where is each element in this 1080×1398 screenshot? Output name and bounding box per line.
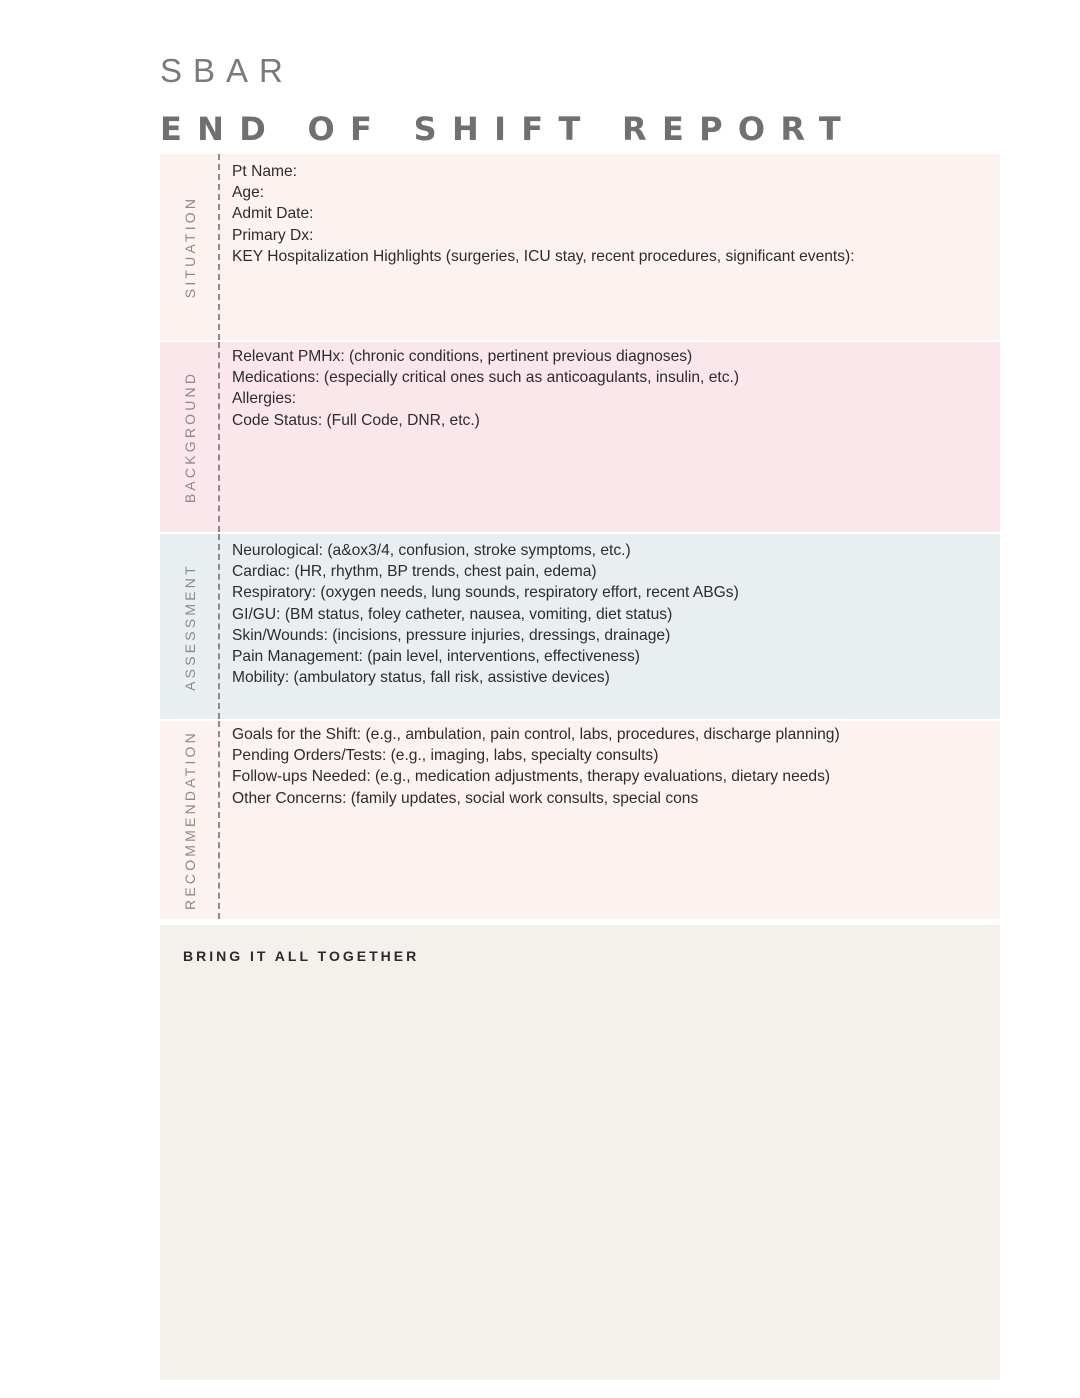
summary-box [160,925,1000,1380]
field-respiratory: Respiratory: (oxygen needs, lung sounds, respiratory effort, recent ABGs) [232,584,739,602]
assessment-label: ASSESSMENT [182,562,198,691]
recommendation-side-column [160,721,220,919]
field-gi-gu: GI/GU: (BM status, foley catheter, nausea, vomiting, diet status) [232,605,673,623]
background-side-column [160,342,220,532]
field-goals-for-shift: Goals for the Shift: (e.g., ambulation, pain control, labs, procedures, discharge planning) [232,726,840,743]
field-neurological: Neurological: (a&ox3/4, confusion, stroke symptoms, etc.) [232,542,631,559]
field-age: Age: [232,184,265,202]
field-primary-dx: Primary Dx: [232,226,314,244]
page-subtitle: SBAR [160,52,294,89]
field-admit-date: Admit Date: [232,205,314,223]
background-label: BACKGROUND [182,370,198,504]
page-title: END OF SHIFT REPORT [160,110,856,148]
recommendation-fields [232,724,992,809]
field-other-concerns: Other Concerns: (family updates, social work consults, special cons [232,789,699,807]
field-skin-wounds: Skin/Wounds: (incisions, pressure injuries, dressings, drainage) [232,626,671,644]
situation-fields [232,161,992,267]
field-medications: Medications: (especially critical ones such as anticoagulants, insulin, etc.) [232,369,740,387]
assessment-section [160,534,1000,719]
field-relevant-pmhx: Relevant PMHx: (chronic conditions, pertinent previous diagnoses) [232,348,693,365]
recommendation-section [160,721,1000,919]
background-fields [232,346,992,431]
field-mobility: Mobility: (ambulatory status, fall risk, assistive devices) [232,669,610,687]
background-section [160,342,1000,532]
summary-heading: BRING IT ALL TOGETHER [183,948,420,964]
recommendation-label: RECOMMENDATION [182,730,198,910]
situation-section [160,154,1000,340]
field-allergies: Allergies: [232,390,297,408]
situation-label: SITUATION [182,195,198,299]
field-pt-name: Pt Name: [232,163,297,180]
field-pending-orders: Pending Orders/Tests: (e.g., imaging, labs, specialty consults) [232,747,659,765]
assessment-side-column [160,534,220,719]
situation-side-column [160,154,220,340]
assessment-fields [232,540,992,688]
field-cardiac: Cardiac: (HR, rhythm, BP trends, chest pain, edema) [232,563,597,581]
field-code-status: Code Status: (Full Code, DNR, etc.) [232,411,480,429]
field-pain-management: Pain Management: (pain level, interventions, effectiveness) [232,648,640,666]
field-key-highlights: KEY Hospitalization Highlights (surgeries, ICU stay, recent procedures, significant events): [232,247,855,265]
field-follow-ups: Follow-ups Needed: (e.g., medication adjustments, therapy evaluations, dietary needs) [232,768,831,786]
